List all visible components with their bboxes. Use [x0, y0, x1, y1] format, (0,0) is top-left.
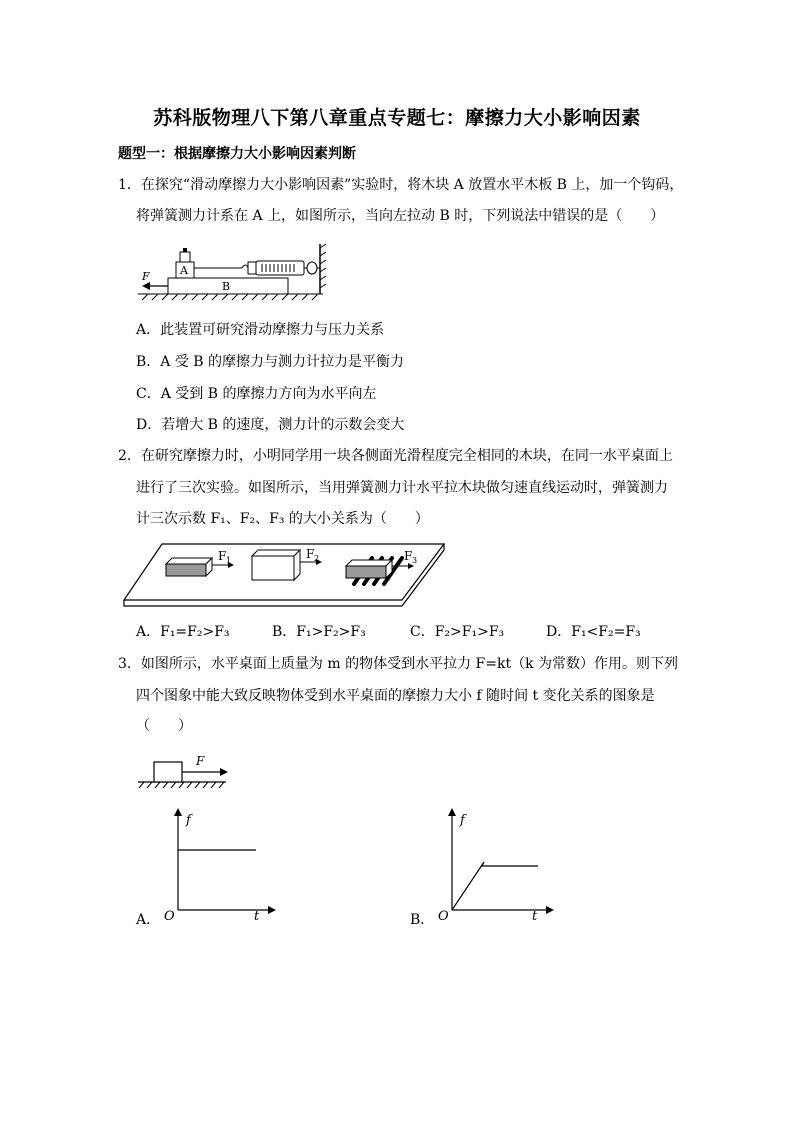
q1-option-c: C．A 受到 B 的摩擦力方向为水平向左	[136, 386, 377, 402]
scale-ring	[307, 262, 317, 274]
q3-stem-line-1: 3．如图所示，水平桌面上质量为 m 的物体受到水平拉力 F=kt（k 为常数）作用。则下列	[118, 656, 679, 672]
label-f1-sub: 1	[226, 556, 232, 565]
spring-scale	[256, 261, 304, 275]
origin-label: O	[164, 909, 175, 924]
origin-label: O	[438, 909, 449, 924]
q1-stem-line-2: 将弹簧测力计系在 A 上，如图所示，当向左拉动 B 时，下列说法中错误的是（ ）	[136, 208, 665, 224]
q2-three-trials-figure	[122, 538, 448, 612]
q2-option-d: D．F₁<F₂=F₃	[546, 624, 641, 640]
q2-option-c: C．F₂>F₁>F₃	[410, 624, 505, 640]
force-arrow-head	[142, 282, 150, 290]
q3-graph-b-option: B．	[410, 912, 435, 928]
label-a: A	[180, 264, 188, 277]
q3-stem-line-3: （ ）	[136, 718, 192, 734]
q1-apparatus-figure	[138, 240, 338, 302]
block	[154, 762, 182, 782]
block-1	[166, 558, 212, 576]
q1-option-a: A．此装置可研究滑动摩擦力与压力关系	[136, 322, 385, 338]
curve	[452, 862, 538, 910]
q2-option-a: A．F₁=F₂>F₃	[136, 624, 230, 640]
label-f1: F	[218, 549, 227, 563]
block-3	[346, 560, 392, 578]
q2-stem-line-3: 计三次示数 F₁、F₂、F₃ 的大小关系为（ ）	[136, 511, 429, 527]
q3-stem-line-2: 四个图象中能大致反映物体受到水平桌面的摩擦力大小 f 随时间 t 变化关系的图象是	[136, 688, 655, 704]
label-f2: F	[306, 547, 315, 561]
q1-option-d: D．若增大 B 的速度，测力计的示数会变大	[136, 417, 405, 433]
q1-stem-line-1: 1．在探究“滑动摩擦力大小影响因素”实验时，将木块 A 放置水平木板 B 上，加一个钩码，	[118, 177, 684, 193]
ground-hatch	[138, 294, 323, 300]
q2-stem-line-1: 2．在研究摩擦力时，小明同学用一块各侧面光滑程度完全相同的木块，在同一水平桌面上	[118, 448, 673, 464]
section-heading: 题型一：根据摩擦力大小影响因素判断	[118, 146, 356, 162]
x-axis-label: t	[254, 909, 260, 924]
label-f: F	[142, 270, 150, 283]
q1-option-b: B．A 受 B 的摩擦力与测力计拉力是平衡力	[136, 354, 405, 370]
page-title: 苏科版物理八下第八章重点专题七：摩擦力大小影响因素	[153, 107, 641, 129]
hook-weight-top	[183, 248, 187, 252]
q3-graph-a-option: A．	[136, 912, 161, 928]
q3-graph-b	[432, 806, 556, 924]
scale-end	[248, 262, 256, 274]
scale-hook	[242, 265, 248, 268]
q2-stem-line-2: 进行了三次实验。如图所示，当用弹簧测力计水平拉木块做匀速直线运动时，弹簧测力	[136, 480, 668, 496]
label-b: B	[222, 280, 231, 293]
q3-block-figure	[136, 752, 236, 792]
wall	[320, 244, 326, 294]
label-f: F	[196, 754, 205, 768]
ground-hatch	[139, 782, 224, 788]
y-axis-label: f	[460, 813, 465, 828]
label-f3-sub: 3	[412, 556, 418, 565]
hook-weight	[180, 252, 190, 262]
block-2	[252, 550, 300, 580]
q2-option-b: B．F₁>F₂>F₃	[272, 624, 366, 640]
x-axis-label: t	[532, 909, 538, 924]
label-f2-sub: 2	[314, 554, 320, 563]
label-f3: F	[404, 549, 413, 563]
y-axis-label: f	[186, 813, 191, 828]
q3-graph-a	[158, 806, 278, 924]
